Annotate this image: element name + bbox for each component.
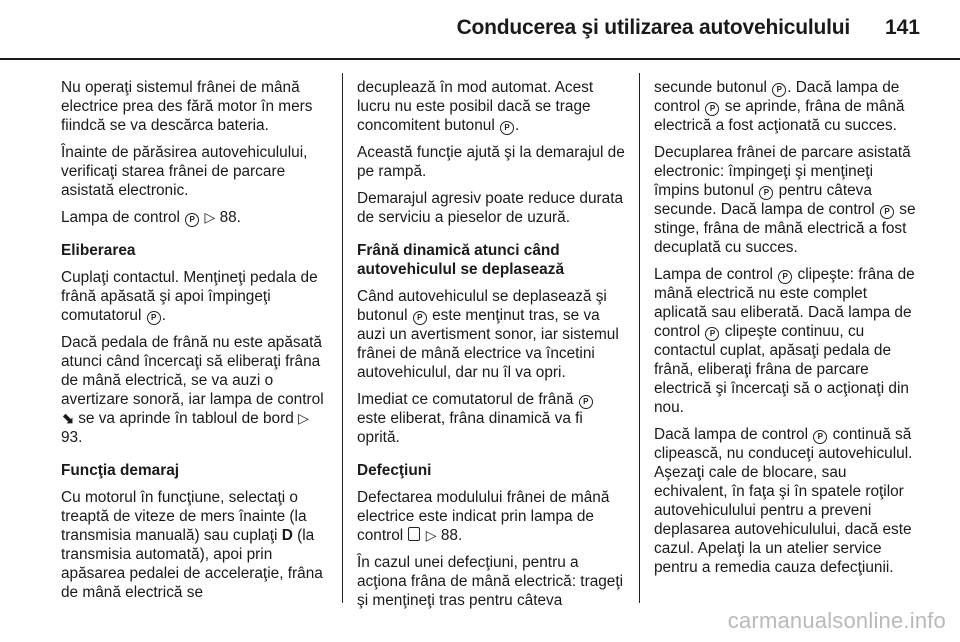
text-column-2 [357,78,627,618]
parking-brake-icon [772,83,786,97]
fault-lamp-icon [408,527,420,541]
page-number: 141 [884,16,920,39]
paragraph [61,268,329,325]
section-heading: Eliberarea [61,242,136,259]
text: clipeşte continuu, cu contactul cuplat, apăsaţi pedala de frână, eliberaţi frâna de parcare electrică şi încercaţi să o acţionaţi din nou. [654,323,909,416]
text: Dacă lampa de control [654,426,808,443]
text: Cu motorul în funcţiune, selectaţi o treaptă de viteze de mers înainte (la transmisia manuală) sau cuplaţi [61,489,307,544]
text: . [161,307,166,324]
text: . Dacă lampa de control [654,79,900,115]
text: Când autovehiculul se deplasează şi butonul [357,288,607,324]
parking-brake-icon [413,311,427,325]
section-heading: Funcţia demaraj [61,462,180,479]
page-title: Conducerea şi utilizarea autovehiculului [456,16,850,39]
paragraph: În cazul unei defecţiuni, pentru a acţiona frâna de mână electrică: trageţi şi menţineţi tras pentru câteva [357,554,624,609]
paragraph [61,488,329,602]
text: clipeşte: frâna de mână electrică nu este complet aplicată sau eliberată. Dacă lampa de control [654,266,915,340]
parking-brake-icon [778,270,792,284]
text: este eliberat, frâna dinamică va fi oprită. [357,410,583,446]
text: se aprinde, frâna de mână electrică a fost acţionată cu succes. [654,98,905,134]
text: se stinge, frâna de mână electrică a fost decuplată cu succes. [654,201,916,256]
text: Decuplarea frânei de parcare asistată electronic: împingeţi şi menţineţi împins butonul [654,144,911,199]
paragraph [357,390,627,447]
parking-brake-icon [705,327,719,341]
parking-brake-icon [500,121,514,135]
paragraph: Demarajul agresiv poate reduce durata de serviciu a pieselor de uzură. [357,190,624,226]
paragraph [654,425,922,577]
paragraph: Această funcţie ajută şi la demarajul de pe rampă. [357,144,625,180]
watermark: carmanualsonline.info [727,608,946,633]
text: Dacă pedala de frână nu este apăsată atunci când încercaţi să eliberaţi frâna de mână electrică, se va auzi o avertizare sonoră, iar lampa de control [61,334,324,408]
text: Lampa de control [654,266,773,283]
gear-label: D [281,527,293,544]
paragraph [61,333,329,447]
text: . [515,117,520,134]
page-reference-arrow-icon: ▷ [425,527,437,543]
header-divider [0,58,960,60]
text: decuplează în mod automat. Acest lucru nu este posibil dacă se trage concomitent butonul [357,79,594,134]
text: este menţinut tras, se va auzi un avertisment sonor, iar sistemul frânei de mână electrice va încetini autovehiculul, dar nu îl va opri. [357,307,619,381]
parking-brake-icon [579,395,593,409]
column-divider [342,73,343,603]
text: Lampa de control [61,209,180,226]
text: continuă să clipească, nu conduceţi autovehiculul. Aşezaţi cale de blocare, sau echivalent, în faţa şi în spatele roţilor autovehiculului pentru a preveni deplasarea autovehiculului, dacă este cazul. Apelaţi la un atelier service pentru a remedia cauza defecţiunii. [654,426,913,576]
text-column-1 [61,78,329,610]
page-reference-arrow-icon: ▷ [298,410,309,426]
parking-brake-icon [185,213,199,227]
page-reference: 93. [61,429,83,446]
paragraph [654,78,922,135]
section-heading: Frână dinamică atunci când autovehiculul se deplasează [357,242,564,278]
text: secunde butonul [654,79,767,96]
parking-brake-icon [759,186,773,200]
paragraph [654,265,922,417]
paragraph [357,78,627,135]
page-header [0,0,960,58]
parking-brake-icon [880,205,894,219]
parking-brake-icon [813,430,827,444]
text: se va aprinde în tabloul de bord [78,410,294,427]
text: (la transmisia automată), apoi prin apăsarea pedalei de acceleraţie, frâna de mână electrică se [61,527,323,601]
page-reference: 88. [440,527,463,544]
paragraph [357,287,627,382]
text: Defectarea modulului frânei de mână electrice este indicat prin lampa de control [357,489,610,544]
text: Cuplaţi contactul. Menţineţi pedala de frână apăsată şi apoi împingeţi comutatorul [61,269,318,324]
paragraph: Înainte de părăsirea autovehiculului, verificaţi starea frânei de parcare asistată electronic. [61,144,308,199]
page-reference-arrow-icon: ▷ [204,209,216,225]
paragraph: Nu operaţi sistemul frânei de mână electrice prea des fără motor în mers fiindcă se va descărca bateria. [61,79,313,134]
brake-pedal-warning-icon: ⬊ [61,410,74,427]
column-divider [639,73,640,603]
text: pentru câteva secunde. Dacă lampa de control [654,182,875,218]
text-column-3 [654,78,922,585]
paragraph [654,143,922,257]
section-heading: Defecţiuni [357,462,432,479]
text: Imediat ce comutatorul de frână [357,391,574,408]
page-reference: 88. [219,209,241,226]
paragraph [61,208,329,227]
parking-brake-icon [705,102,719,116]
paragraph [357,488,627,545]
parking-brake-icon [147,311,161,325]
